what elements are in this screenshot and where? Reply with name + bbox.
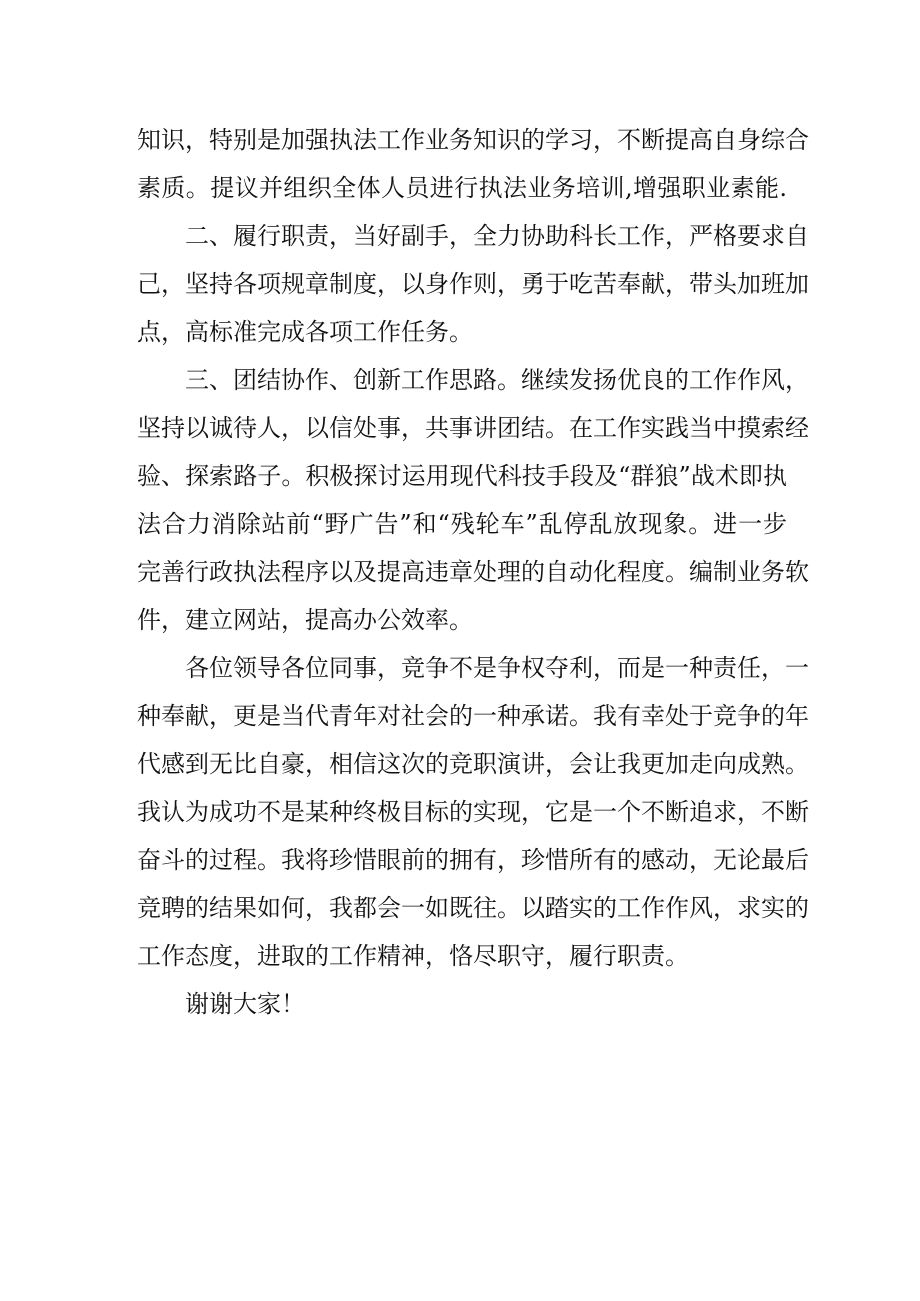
text-line: 己，坚持各项规章制度，以身作则，勇于吃苦奉献，带头加班加 bbox=[137, 270, 809, 298]
text-line: 二、履行职责，当好副手，全力协助科长工作，严格要求自 bbox=[185, 222, 809, 250]
text-line: 点，高标准完成各项工作任务。 bbox=[137, 318, 473, 346]
paragraph-4 bbox=[137, 644, 809, 980]
text-line: 代感到无比自豪，相信这次的竞职演讲，会让我更加走向成熟。 bbox=[137, 750, 809, 778]
text-line: 竞聘的结果如何，我都会一如既往。以踏实的工作作风，求实的 bbox=[137, 894, 809, 922]
text-line: 各位领导各位同事，竞争不是争权夺利，而是一种责任，一 bbox=[185, 654, 809, 682]
text-line: 坚持以诚待人，以信处事，共事讲团结。在工作实践当中摸索经 bbox=[137, 414, 809, 442]
text-line: 工作态度，进取的工作精神，恪尽职守，履行职责。 bbox=[137, 942, 689, 970]
closing-line bbox=[137, 980, 787, 1028]
paragraph-2 bbox=[137, 212, 809, 356]
text-line: 谢谢大家！ bbox=[185, 990, 305, 1018]
text-line: 知识，特别是加强执法工作业务知识的学习，不断提高自身综合 bbox=[137, 126, 809, 154]
text-line: 验、探索路子。积极探讨运用现代科技手段及“群狼”战术即执 bbox=[137, 462, 787, 490]
text-line: 完善行政执法程序以及提高违章处理的自动化程度。编制业务软 bbox=[137, 558, 809, 586]
text-line: 我认为成功不是某种终极目标的实现，它是一个不断追求，不断 bbox=[137, 798, 809, 826]
text-line: 法合力消除站前“野广告”和“残轮车”乱停乱放现象。进一步 bbox=[137, 510, 787, 538]
paragraph-3 bbox=[137, 356, 809, 644]
text-line: 种奉献，更是当代青年对社会的一种承诺。我有幸处于竞争的年 bbox=[137, 702, 809, 730]
text-line: 三、团结协作、创新工作思路。继续发扬优良的工作作风， bbox=[185, 366, 809, 394]
text-line: 素质。提议并组织全体人员进行执法业务培训,增强职业素能. bbox=[137, 174, 787, 202]
text-line: 奋斗的过程。我将珍惜眼前的拥有，珍惜所有的感动，无论最后 bbox=[137, 846, 809, 874]
paragraph-1 bbox=[137, 116, 809, 212]
text-line: 件，建立网站，提高办公效率。 bbox=[137, 606, 473, 634]
